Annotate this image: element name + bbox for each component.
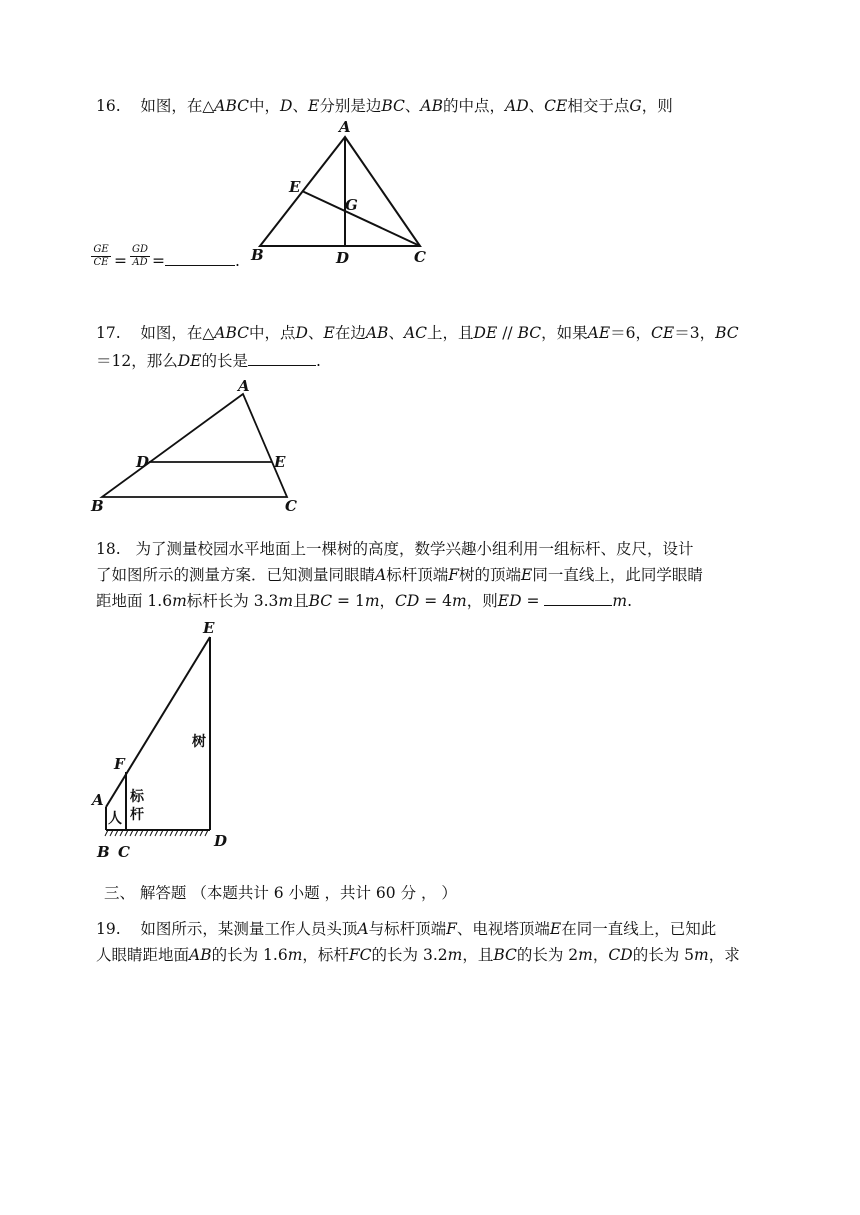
q18-line1: 18. 为了测量校园水平地面上一棵树的高度，数学兴趣小组利用一组标杆、皮尺，设计 xyxy=(96,540,694,558)
q16-eq2: = . xyxy=(152,252,240,270)
q19-line1: 19. 如图所示，某测量工作人员头顶A与标杆顶端F、电视塔顶端E在同一直线上，已知此 xyxy=(96,920,717,938)
q18-person-label: 人 xyxy=(108,811,122,827)
q18-sight-line xyxy=(106,637,210,807)
q16-eq1: = xyxy=(114,252,127,270)
q19-number: 19. xyxy=(96,920,121,938)
q18-tree-label: 树 xyxy=(192,734,206,750)
q16-frac1: $\frac{GE}{CE}$ xyxy=(91,244,111,269)
q18-label-c: C xyxy=(118,843,130,861)
q17-label-b: B xyxy=(91,497,104,515)
section3-title: 三、 解答题 （本题共计 6 小题 ，共计 60 分 ， ） xyxy=(104,884,457,902)
q17-line2: ＝12，那么DE的长是 . xyxy=(96,352,321,370)
q18-line3: 距地面 1.6m标杆长为 3.3m且BC = 1m，CD = 4m，则ED = m. xyxy=(96,592,633,610)
q18-label-a: A xyxy=(92,791,104,809)
q17-label-c: C xyxy=(285,497,297,515)
q16-number: 16. xyxy=(96,97,121,115)
q18-label-d: D xyxy=(214,832,228,850)
q16-label-d: D xyxy=(336,249,350,267)
q18-pole-label-1: 标 xyxy=(130,789,144,805)
q16-frac2: $\frac{GD}{AD}$ xyxy=(131,244,148,268)
q18-label-f: F xyxy=(114,755,125,773)
q17-number: 17. xyxy=(96,324,121,342)
q17-label-a: A xyxy=(238,377,250,395)
q16-label-b: B xyxy=(251,246,264,264)
q17-label-d: D xyxy=(136,453,150,471)
q18-label-e: E xyxy=(203,619,215,637)
q16-line1: 16. 如图，在△ABC中，D、E分别是边BC、AB的中点，AD、CE相交于点G，则 xyxy=(96,97,673,115)
q18-pole-label-2: 杆 xyxy=(130,807,144,823)
q18-label-b: B xyxy=(97,843,110,861)
q17-label-e: E xyxy=(274,453,286,471)
q16-label-c: C xyxy=(414,248,426,266)
q16-label-g: G xyxy=(345,196,358,214)
q16-label-a: A xyxy=(339,118,351,136)
q18-line2: 了如图所示的测量方案．已知测量同眼睛A标杆顶端F树的顶端E同一直线上，此同学眼睛 xyxy=(96,566,703,584)
q17-line1: 17. 如图，在△ABC中，点D、E在边AB、AC上，且DE // BC，如果AE＝6，CE＝3，BC xyxy=(96,324,739,342)
q18-number: 18. xyxy=(96,540,121,558)
q19-line2: 人眼睛距地面AB的长为 1.6m，标杆FC的长为 3.2m，且BC的长为 2m，CD的长为 5m，求 xyxy=(96,946,740,964)
q16-label-e: E xyxy=(289,178,301,196)
